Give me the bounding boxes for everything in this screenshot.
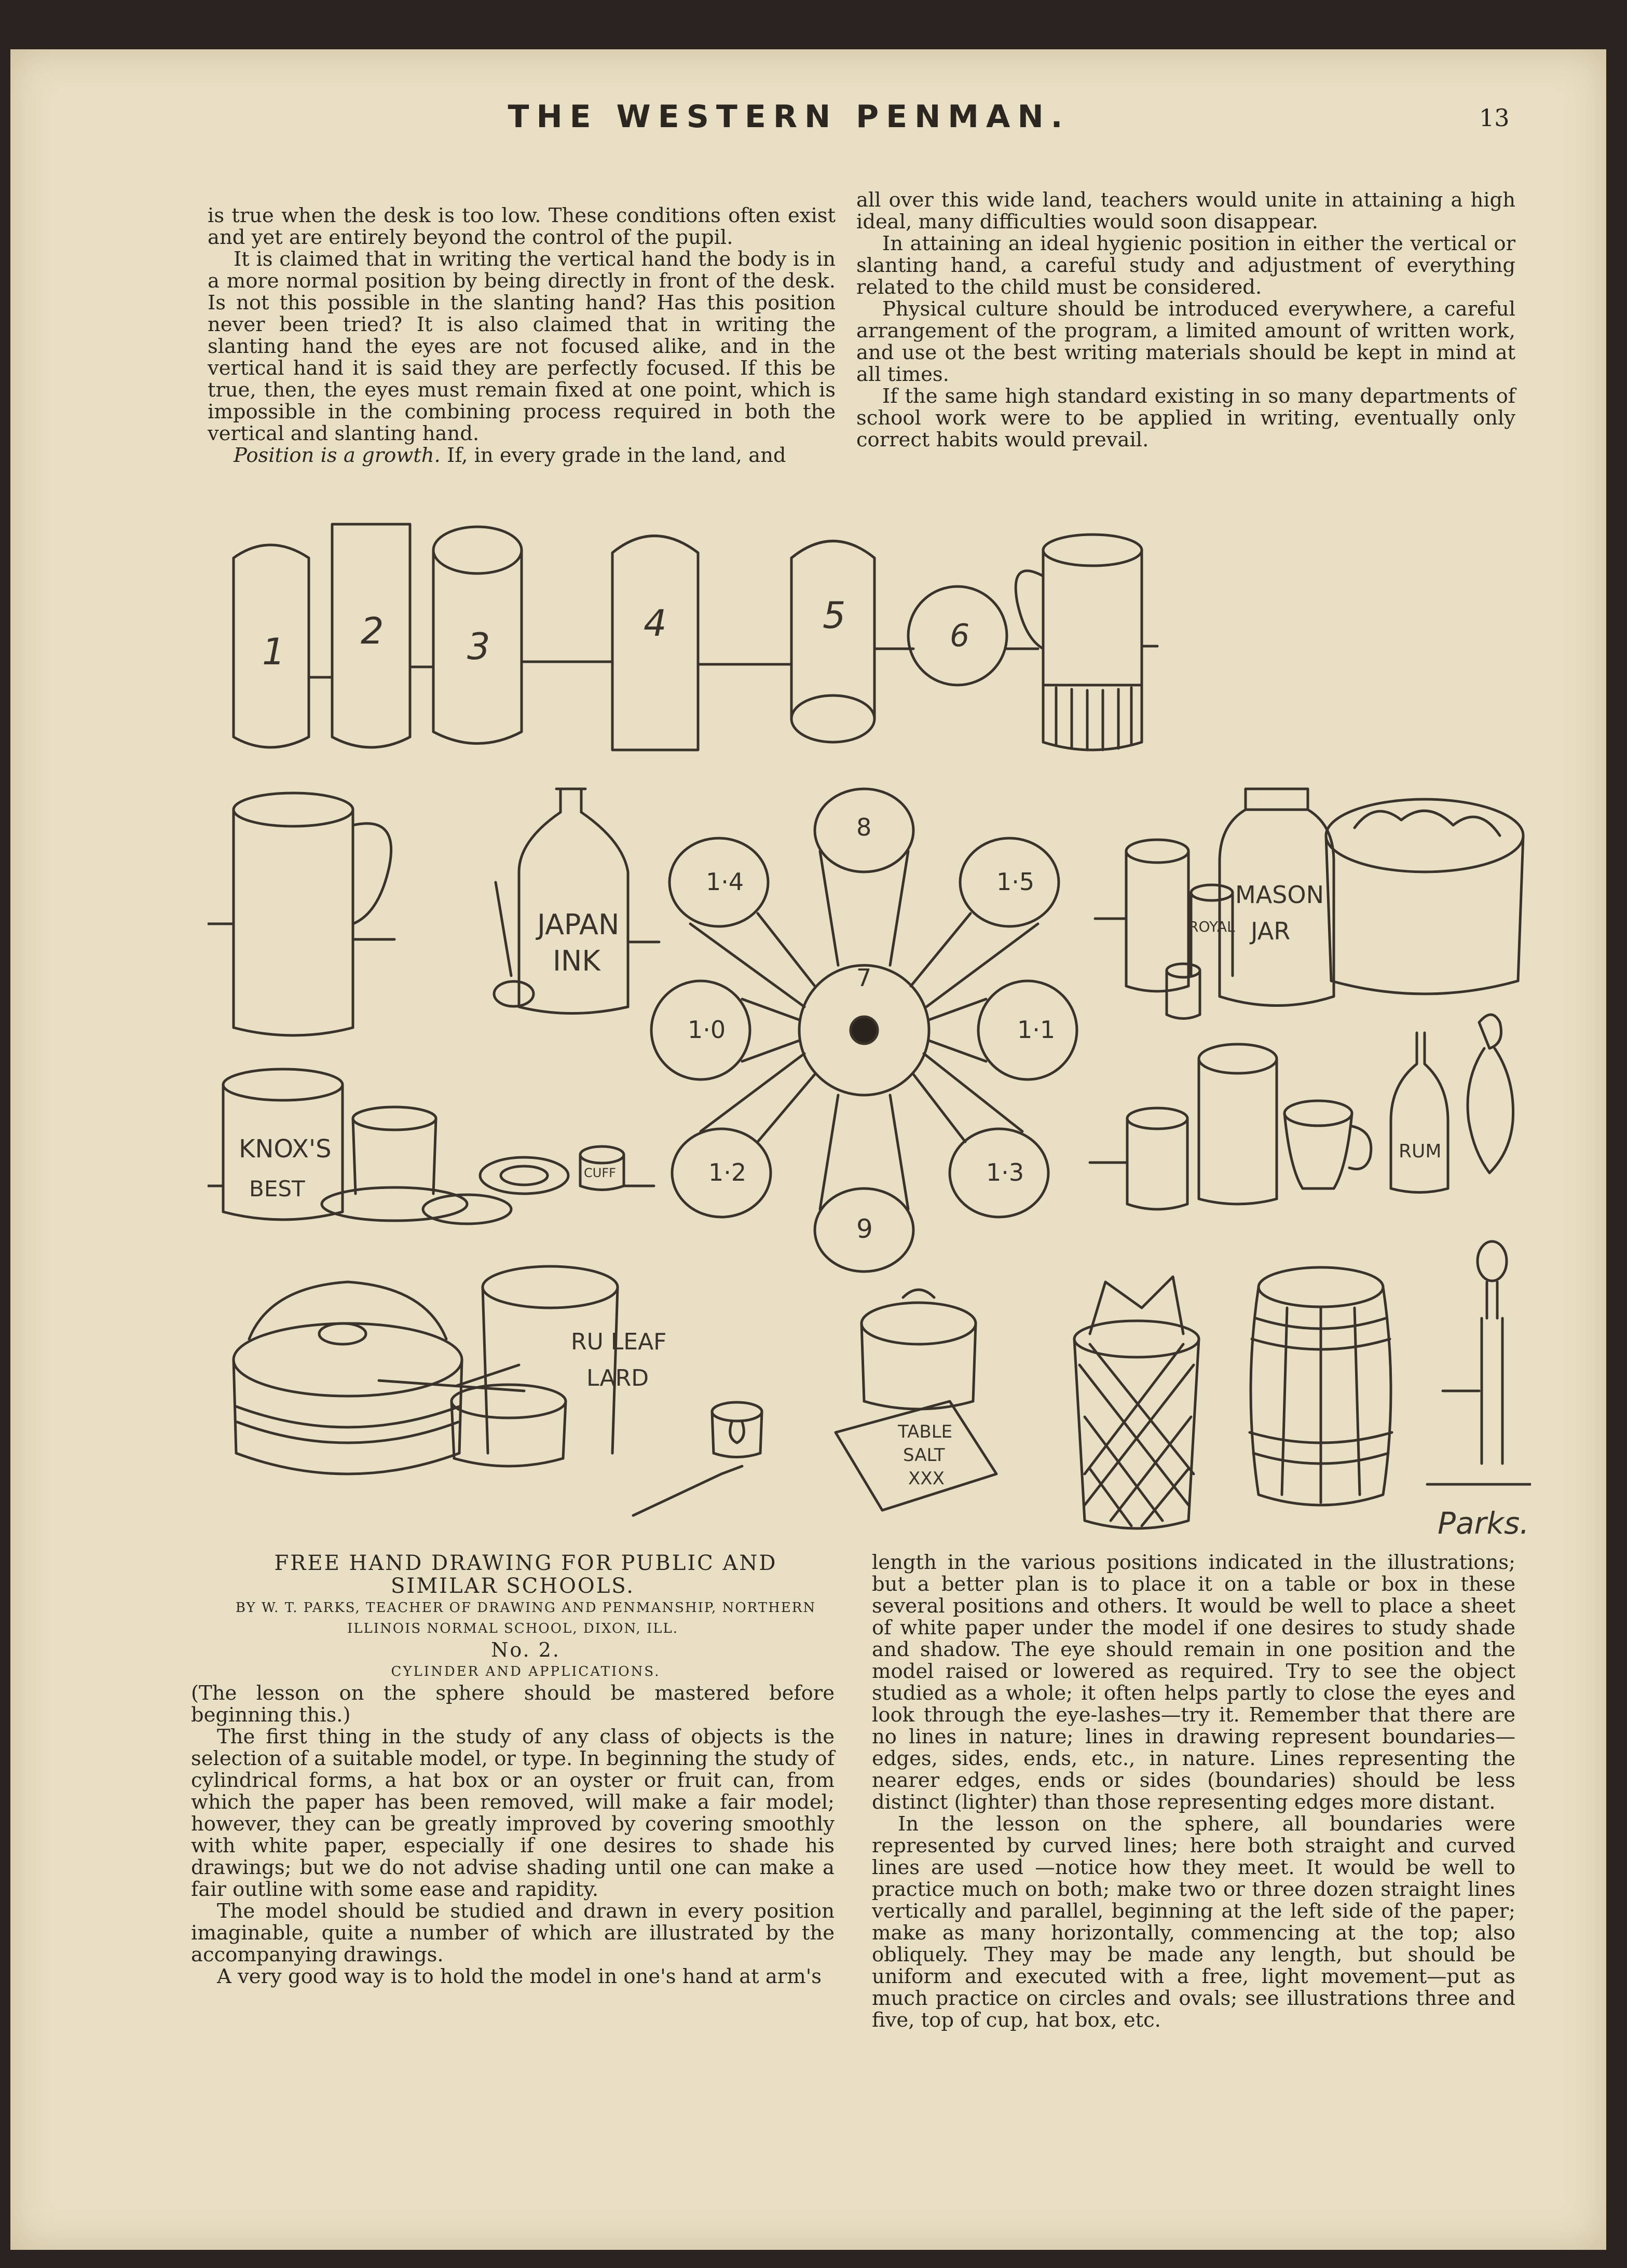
wheel-number: 7 bbox=[856, 964, 872, 992]
italic-phrase: Position is a growth. bbox=[234, 444, 441, 467]
jar-label: JAR bbox=[1251, 917, 1291, 945]
article-right-column bbox=[872, 1552, 1515, 2031]
top-right-column bbox=[856, 189, 1515, 451]
wheel-number: 1·4 bbox=[706, 868, 744, 896]
paragraph-rest: If, in every grade in the land, and bbox=[440, 444, 786, 467]
paragraph: all over this wide land, teachers would unite in attaining a high ideal, many difficulties would soon disappear. bbox=[856, 188, 1515, 234]
wheel-number: 8 bbox=[856, 813, 872, 841]
barrel-drawing bbox=[1250, 1267, 1392, 1505]
sphere-6 bbox=[908, 586, 1007, 685]
cylinder-number: 6 bbox=[950, 618, 970, 654]
cylinder-5 bbox=[791, 541, 874, 743]
cylinder-number: 5 bbox=[823, 594, 846, 637]
cylinder-3 bbox=[433, 527, 522, 744]
tin-cup-drawing bbox=[208, 793, 394, 1035]
top-left-column bbox=[208, 205, 836, 467]
can-label: RU LEAF bbox=[571, 1329, 667, 1355]
wheel-number: 1·5 bbox=[996, 868, 1035, 896]
cylinder-number: 2 bbox=[361, 610, 384, 652]
crock-and-bottles-group bbox=[1090, 1015, 1513, 1209]
paragraph: (The lesson on the sphere should be mastered before beginning this.) bbox=[191, 1682, 835, 1727]
paragraph: The first thing in the study of any class of objects is the selection of a suitable model, or type. In beginning the study of cylindrical forms, a hat box or an oyster or fruit can, from which the paper has been removed, will make a fair model; however, they can be greatly improved by covering smoothly with white paper, especially if one desires to shade his drawings; but we do not advise shading until one can make a fair outline with some ease and rapidity. bbox=[191, 1725, 835, 1901]
bag-label: XXX bbox=[908, 1468, 945, 1489]
bag-label: SALT bbox=[903, 1445, 945, 1466]
article-number: No. 2. bbox=[491, 1638, 560, 1661]
cylinder-4 bbox=[612, 536, 698, 750]
wheel-number: 9 bbox=[856, 1214, 873, 1244]
article-title: FREE HAND DRAWING FOR PUBLIC AND SIMILAR SCHOOLS. bbox=[274, 1551, 777, 1598]
box-label: CUFF bbox=[584, 1166, 616, 1180]
cylinder-1 bbox=[234, 545, 309, 747]
can-label: BEST bbox=[249, 1176, 305, 1201]
bottle-label: JAPAN bbox=[537, 908, 620, 941]
japan-ink-bottle-drawing bbox=[494, 789, 659, 1014]
pot-and-salt-bag-group bbox=[836, 1290, 996, 1510]
cylinder-number: 1 bbox=[262, 631, 285, 673]
article-subhead: CYLINDER AND APPLICATIONS. bbox=[391, 1664, 661, 1679]
paragraph: In attaining an ideal hygienic position in either the vertical or slanting hand, a careful study and adjustment of everything related to the child must be considered. bbox=[856, 232, 1515, 299]
mug-drawing bbox=[1016, 535, 1157, 750]
wheel-number: 1·2 bbox=[708, 1158, 747, 1186]
article-left-column bbox=[191, 1552, 835, 1988]
cylinder-drawings-illustration bbox=[208, 509, 1531, 1536]
artist-signature: Parks. bbox=[1438, 1506, 1529, 1536]
paragraph: In the lesson on the sphere, all boundaries were represented by curved lines; here both straight and curved lines are used —notice how they meet. It would be well to practice much on both; make two or three dozen straight lines vertically and parallel, beginning at the left side of the paper; make as many horizontally, commencing at the top; also obliquely. They may be made any length, but should be uniform and executed with a free, light movement—put as much practice on circles and ovals; see illustrations three and five, top of cup, hat box, etc. bbox=[872, 1812, 1515, 2032]
bottle-label: RUM bbox=[1399, 1141, 1442, 1162]
wheel-number: 1·3 bbox=[986, 1158, 1024, 1186]
knox-gelatine-can-drawing bbox=[208, 1069, 343, 1220]
paragraph: length in the various positions indicated in the illustrations; but a better plan is to place it on a table or box in these several positions and others. It would be well to place a sheet of white paper under the model if one desires to study shade and shadow. The eye should remain in one position and the model raised or lowered as required. Try to see the object studied as a whole; it often helps partly to close the eyes and look through the eye-lashes—try it. Remember that there are no lines in nature; lines in drawing represent boundaries—edges, sides, ends, etc., in nature. Lines representing the nearer edges, ends or sides (boundaries) should be less distinct (lighter) than those representing edges more distant. bbox=[872, 1551, 1515, 1814]
paragraph: Physical culture should be introduced everywhere, a careful arrangement of the program, a limited amount of written work, and use ot the best writing materials should be kept in mind at all times. bbox=[856, 297, 1515, 386]
paragraph: The model should be studied and drawn in every position imaginable, quite a number of which are illustrated by the accompanying drawings. bbox=[191, 1900, 835, 1966]
wheel-number: 1·1 bbox=[1017, 1016, 1056, 1044]
page-number: 13 bbox=[1479, 104, 1510, 132]
cylinder-number: 3 bbox=[467, 625, 490, 668]
paragraph: A very good way is to hold the model in one's hand at arm's bbox=[217, 1965, 822, 1988]
can-label: ROYAL bbox=[1188, 918, 1235, 935]
bag-label: TABLE bbox=[898, 1422, 953, 1442]
cylinder-2 bbox=[332, 524, 410, 747]
bottle-label: INK bbox=[553, 945, 600, 977]
can-label: LARD bbox=[586, 1365, 649, 1391]
running-header: THE WESTERN PENMAN. bbox=[508, 99, 1070, 135]
hat-and-collar-group bbox=[322, 1107, 654, 1224]
paragraph: If the same high standard existing in so many departments of school work were to be applied in writing, eventually only correct habits would prevail. bbox=[856, 385, 1515, 452]
paragraph: It is claimed that in writing the vertical hand the body is in a more normal position by being directly in front of the desk. Is not this possible in the slanting hand? Has this position never been tried? It is also claimed that in writing the slanting hand the eyes are not focused alike, and in the vertical hand it is said they are perfectly focused. If this be true, then, the eyes must remain fixed at one point, which is impossible in the combining process required in both the vertical and slanting hand. bbox=[208, 248, 836, 445]
paragraph: is true when the desk is too low. These conditions often exist and yet are entirely beyond the control of the pupil. bbox=[208, 204, 836, 249]
cylinder-number: 4 bbox=[644, 602, 667, 645]
cylinder-wheel-diagram bbox=[651, 789, 1077, 1272]
article-byline: BY W. T. PARKS, TEACHER OF DRAWING AND PENMANSHIP, NORTHERN ILLINOIS NORMAL SCHOOL, DIXON, ILL. bbox=[235, 1600, 816, 1636]
wheel-number: 1·0 bbox=[688, 1016, 726, 1044]
paragraph bbox=[208, 445, 836, 467]
kettle-and-pans-group bbox=[234, 1266, 762, 1515]
jar-label: MASON bbox=[1235, 881, 1324, 909]
basket-drawing bbox=[1074, 1277, 1199, 1528]
jars-and-cans-group bbox=[1095, 789, 1523, 1019]
candlestick-drawing bbox=[1427, 1241, 1531, 1484]
can-label: KNOX'S bbox=[239, 1135, 332, 1164]
